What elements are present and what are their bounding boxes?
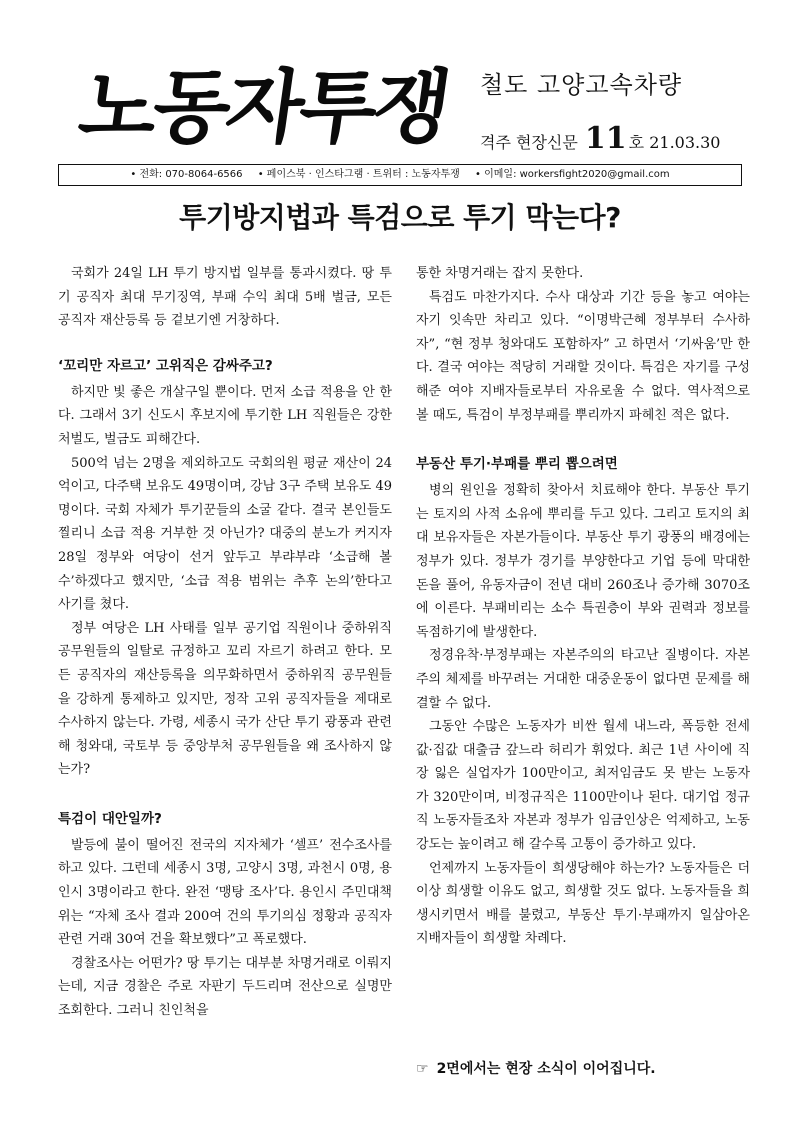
contact-bar — [58, 164, 742, 186]
continued-note-text: 2면에서는 현장 소식이 이어집니다. — [436, 1061, 656, 1077]
issue-date: 21.03.30 — [649, 133, 721, 152]
paragraph: 그동안 수많은 노동자가 비싼 월세 내느라, 폭등한 전세값·집값 대출금 갚느라 허리가 휘었다. 최근 1년 사이에 직장 잃은 실업자가 100만이고, 최저임금도 못 받는 노동자가 320만이며, 비정규직은 1100만이나 된다. 대기업 정규직 노동자들조차 자본과 정부가 임금인상은 억제하고, 노동강도는 높이려고 해 갈수록 고통이 증가하고 있다. — [416, 719, 750, 853]
article-headline: 투기방지법과 특검으로 투기 막는다? — [179, 201, 621, 234]
paragraph: 경찰조사는 어떤가? 땅 투기는 대부분 차명거래로 이뤄지는데, 지금 경찰은 주로 자판기 두드리며 전산으로 실명만 조회한다. 그러니 친인척을 — [58, 955, 392, 1019]
paragraph: 언제까지 노동자들이 희생당해야 하는가? 노동자들은 더 이상 희생할 이유도 없고, 희생할 것도 없다. 노동자들을 희생시키면서 배를 불렸고, 부동산 투기·부패까지 일삼아온 지배자들이 희생할 차례다. — [416, 860, 750, 947]
masthead — [0, 0, 800, 160]
workplace-name: 철도 고양고속차량 — [480, 71, 683, 99]
paragraph: 500억 넘는 2명을 제외하고도 국회의원 평균 재산이 24억이고, 다주택 보유도 49명이며, 강남 3구 주택 보유도 49명이다. 국회 자체가 투기꾼들의 소굴 같다. 결국 본인들도 찔리니 소급 적용 거부한 것 아닌가? 대중의 분노가 커지자 28일 정부와 여당이 선거 앞두고 부랴부랴 ‘소급해 볼 수’하겠다고 했지만, ‘소급 적용 범위는 추후 논의’한다고 사기를 쳤다. — [58, 455, 392, 613]
paragraph: 하지만 빛 좋은 개살구일 뿐이다. 먼저 소급 적용을 안 한다. 그래서 3기 신도시 후보지에 투기한 LH 직원들은 강한 처벌도, 벌금도 피해간다. — [58, 384, 392, 447]
section-heading: ‘꼬리만 자르고’ 고위직은 감싸주고? — [58, 357, 273, 374]
paragraph: 정경유착·부정부패는 자본주의의 타고난 질병이다. 자본주의 체제를 바꾸려는 거대한 대중운동이 없다면 문제를 해결할 수 없다. — [416, 648, 750, 711]
contact-phone: • 전화: 070-8064-6566 — [130, 169, 243, 180]
newspaper-logo: 노동자투쟁 — [73, 61, 454, 154]
issue-info — [480, 121, 780, 158]
paragraph: 국회가 24일 LH 투기 방지법 일부를 통과시켰다. 땅 투기 공직자 최대 무기징역, 부패 수익 최대 5배 벌금, 모든 공직자 재산등록 등 겉보기엔 거창하다. — [58, 266, 392, 329]
contact-sns: • 페이스북 · 인스타그램 · 트위터 : 노동자투쟁 — [257, 169, 460, 180]
paragraph: 특검도 마찬가지다. 수사 대상과 기간 등을 놓고 여야는 자기 잇속만 차리고 있다. “이명박근혜 정부부터 수사하자”, “현 정부 청와대도 포함하자” 고 하면서 ‘기싸움’만 한다. 결국 여야는 적당히 거래할 것이다. 특검은 자기를 구성해준 여야 지배자들로부터 자유로울 수 없다. 역사적으로 볼 때도, 특검이 부정부패를 뿌리까지 파헤친 적은 없다. — [416, 289, 750, 423]
paragraph: 발등에 불이 떨어진 전국의 지자체가 ‘셀프’ 전수조사를 하고 있다. 그런데 세종시 3명, 고양시 3명, 과천시 0명, 용인시 3명이라고 한다. 완전 ‘맹탕 조사’다. 용인시 주민대책위는 “자체 조사 결과 200여 건의 투기의심 정황과 공직자 관련 거래 30여 건을 확보했다”고 폭로했다. — [58, 837, 392, 948]
paragraph: 통한 차명거래는 잡지 못한다. — [416, 266, 584, 281]
contact-email: • 이메일: workersfight2020@gmail.com — [475, 169, 670, 180]
masthead-meta — [480, 70, 780, 158]
issue-suffix: 호 — [628, 133, 645, 152]
issue-number: 11 — [584, 121, 627, 156]
right-column — [416, 262, 750, 951]
section-heading: 부동산 투기·부패를 뿌리 뽑으려면 — [416, 456, 618, 473]
paragraph: 병의 원인을 정확히 찾아서 치료해야 한다. 부동산 투기는 토지의 사적 소유에 뿌리를 두고 있다. 그리고 토지의 최대 보유자들은 자본가들이다. 부동산 투기 광풍의 배경에는 정부가 있다. 정부가 경기를 부양한다고 기업 등에 막대한 돈을 풀어, 유동자금이 전년 대비 260조나 증가해 3070조에 이른다. 부패비리는 소수 특권층이 부와 권력과 정보를 독점하기에 발생한다. — [416, 483, 750, 640]
issue-prefix: 격주 현장신문 — [480, 133, 578, 152]
section-heading: 특검이 대안일까? — [58, 810, 162, 827]
continued-note — [416, 1058, 656, 1078]
pointing-hand-icon: ☞ — [416, 1061, 429, 1077]
left-column — [58, 262, 392, 1023]
paragraph: 정부 여당은 LH 사태를 일부 공기업 직원이나 중하위직 공무원들의 일탈로 규정하고 꼬리 자르기 하려고 한다. 모든 공직자의 재산등록을 의무화하면서 중하위직 공무원들을 강하게 통제하고 있지만, 정작 고위 공직자들을 제대로 수사하지 않는다. 가령, 세종시 국가 산단 투기 광풍과 관련해 청와대, 국토부 등 중앙부처 공무원들을 왜 조사하지 않는가? — [58, 620, 392, 778]
